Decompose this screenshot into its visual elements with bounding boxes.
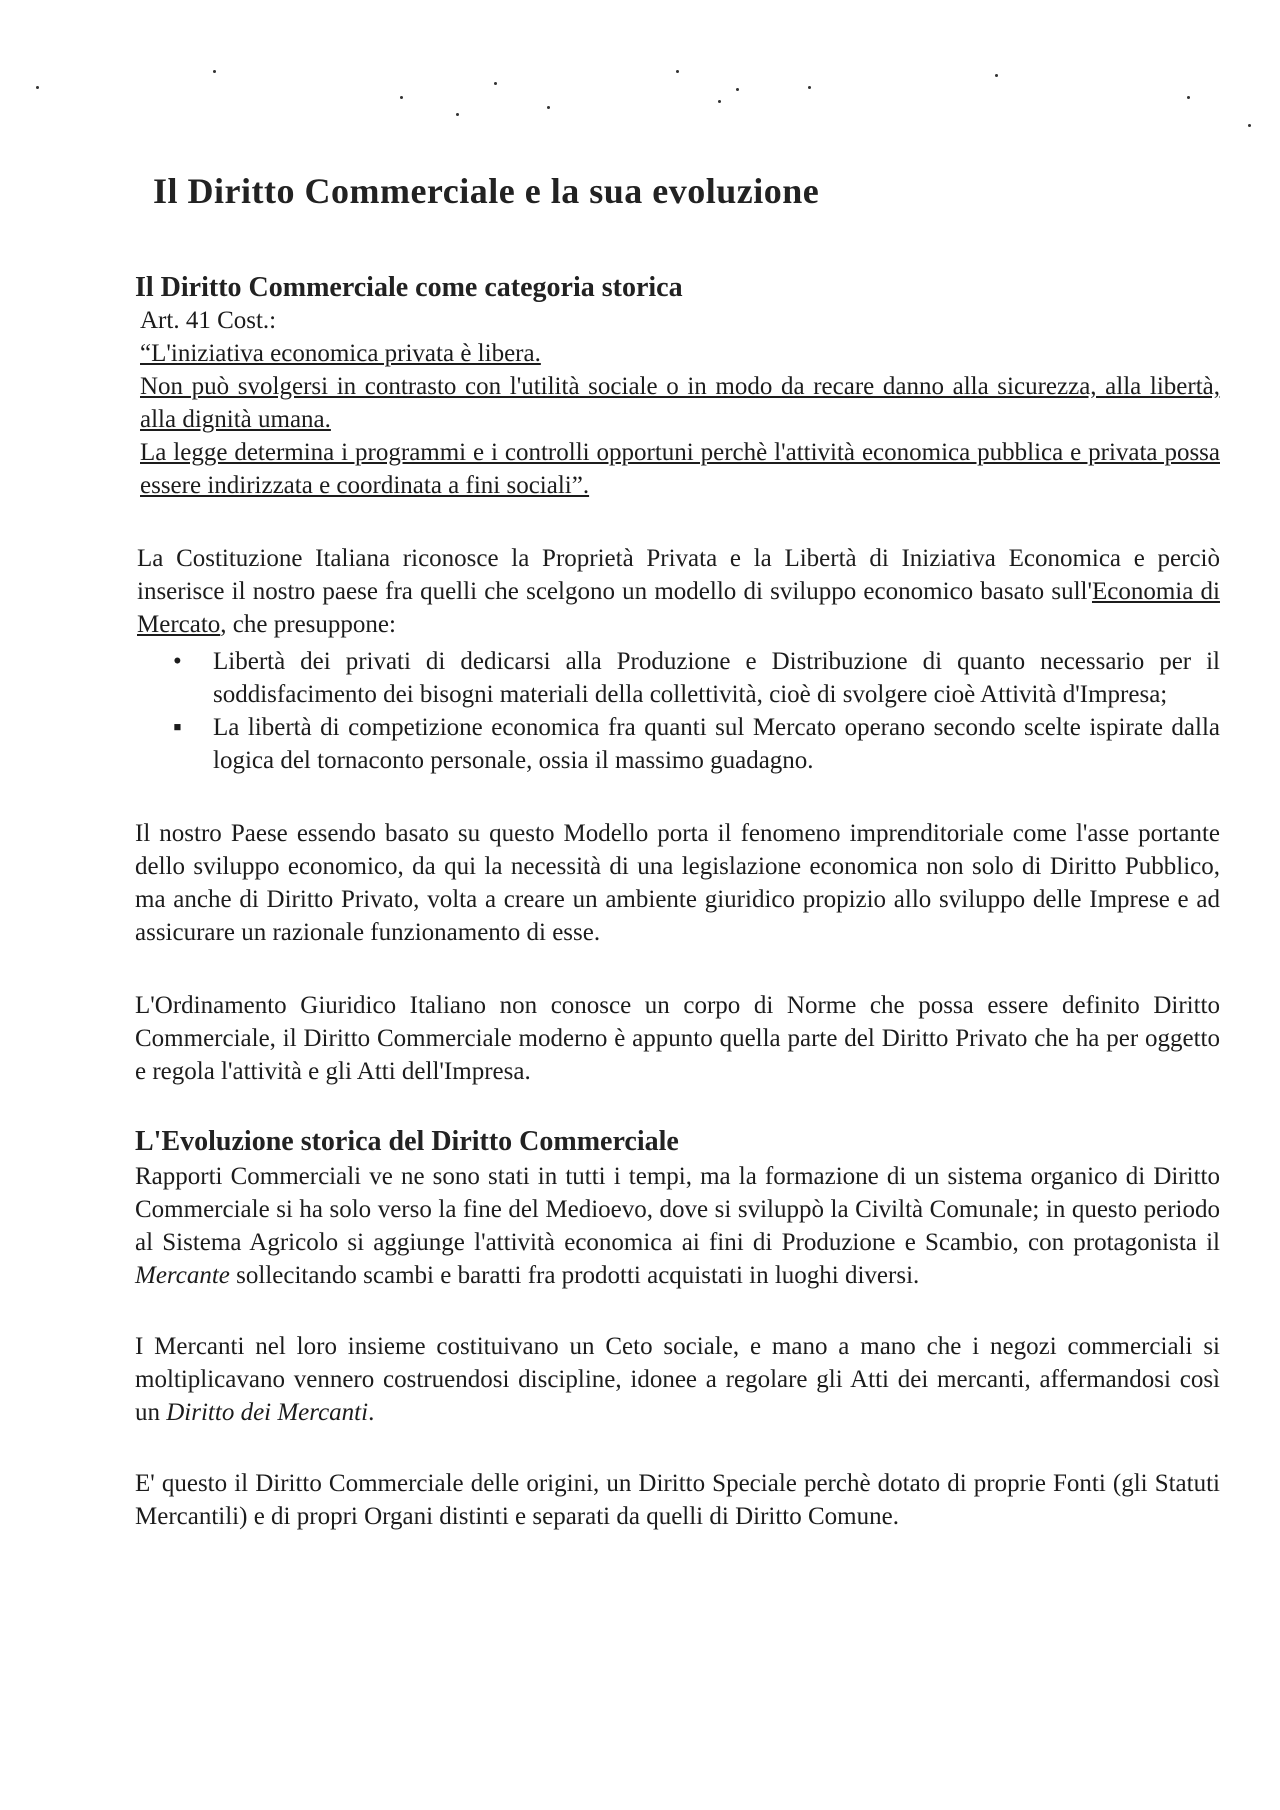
scan-speck [213, 70, 216, 73]
scan-speck [547, 106, 550, 109]
scan-speck [1187, 96, 1190, 99]
bullet-list [135, 645, 1220, 777]
list-item [173, 645, 1220, 711]
emphasized-term: Mercante [135, 1262, 230, 1289]
article-reference: Art. 41 Cost.: [140, 307, 277, 334]
paragraph-origini: E' questo il Diritto Commerciale delle origini, un Diritto Speciale perchè dotato di proprie Fonti (gli Statuti Mercantili) e di propri Organi distinti e separati da quelli di Diritto Comune. [135, 1470, 1220, 1530]
paragraph-text: . [368, 1399, 375, 1426]
list-item-text: Libertà dei privati di dedicarsi alla Produzione e Distribuzione di quanto necessario per il soddisfacimento dei bisogni materiali della collettività, cioè di svolgere cioè Attività d'Impresa; [213, 648, 1220, 708]
scan-speck [400, 96, 403, 99]
paragraph-text: Rapporti Commerciali ve ne sono stati in tutti i tempi, ma la formazione di un sistema organico di Diritto Commerciale si ha solo verso la fine del Medioevo, dove si sviluppò la Civiltà Comunale; in questo periodo al Sistema Agricolo si aggiunge l'attività economica ai fini di Produzione e Scambio, con protagonista il [135, 1163, 1220, 1256]
scan-speck [1248, 124, 1251, 127]
paragraph-mercanti [135, 1330, 1220, 1429]
emphasized-term: Diritto dei Mercanti [166, 1399, 369, 1426]
scan-speck [456, 113, 459, 116]
paragraph-text: La Costituzione Italiana riconosce la Proprietà Privata e la Libertà di Iniziativa Economica e perciò inserisce il nostro paese fra quelli che scelgono un modello di sviluppo economico basato sull' [137, 545, 1220, 605]
paragraph-text: , che presuppone: [220, 611, 396, 638]
quote-line: La legge determina i programmi e i controlli opportuni perchè l'attività economica pubblica e privata possa essere indirizzata e coordinata a fini sociali”. [140, 439, 1220, 499]
section-heading-categoria-storica: Il Diritto Commerciale come categoria storica [135, 272, 683, 303]
scan-speck [736, 88, 739, 91]
scan-speck [995, 74, 998, 77]
scan-speck [494, 82, 497, 85]
list-item-text: La libertà di competizione economica fra quanti sul Mercato operano secondo scelte ispirate dalla logica del tornaconto personale, ossia il massimo guadagno. [213, 714, 1220, 774]
scan-speck [36, 86, 39, 89]
paragraph-ordinamento: L'Ordinamento Giuridico Italiano non conosce un corpo di Norme che possa essere definito Diritto Commerciale, il Diritto Commerciale moderno è appunto quella parte del Diritto Privato che ha per oggetto e regola l'attività e gli Atti dell'Impresa. [135, 992, 1220, 1085]
quote-line: Non può svolgersi in contrasto con l'utilità sociale o in modo da recare danno alla sicurezza, alla libertà, alla dignità umana. [140, 373, 1220, 433]
paragraph-costituzione [137, 542, 1220, 641]
list-item [173, 711, 1220, 777]
paragraph-text: sollecitando scambi e baratti fra prodotti acquistati in luoghi diversi. [229, 1262, 920, 1289]
paragraph-modello: Il nostro Paese essendo basato su questo Modello porta il fenomeno imprenditoriale come l'asse portante dello sviluppo economico, da qui la necessità di una legislazione economica non solo di Diritto Pubblico, ma anche di Diritto Privato, volta a creare un ambiente giuridico propizio allo sviluppo delle Imprese e ad assicurare un razionale funzionamento di esse. [135, 820, 1220, 946]
scan-speck [676, 70, 679, 73]
underlined-term: Economia di Mercato [137, 578, 1220, 638]
section-heading-evoluzione: L'Evoluzione storica del Diritto Commerciale [135, 1126, 679, 1157]
scan-speck [718, 100, 721, 103]
quote-line: “L'iniziativa economica privata è libera. [140, 340, 541, 367]
scan-speck [808, 86, 811, 89]
paragraph-rapporti [135, 1160, 1220, 1292]
document-title: Il Diritto Commerciale e la sua evoluzione [153, 171, 820, 211]
bullet-dot-icon: • [173, 648, 182, 675]
constitution-quote-block [140, 304, 1220, 502]
document-body [135, 170, 1220, 1533]
bullet-square-icon: ▪ [173, 714, 182, 741]
paragraph-text: I Mercanti nel loro insieme costituivano un Ceto sociale, e mano a mano che i negozi commerciali si moltiplicavano vennero costruendosi discipline, idonee a regolare gli Atti dei mercanti, affermandosi così un [135, 1333, 1220, 1426]
